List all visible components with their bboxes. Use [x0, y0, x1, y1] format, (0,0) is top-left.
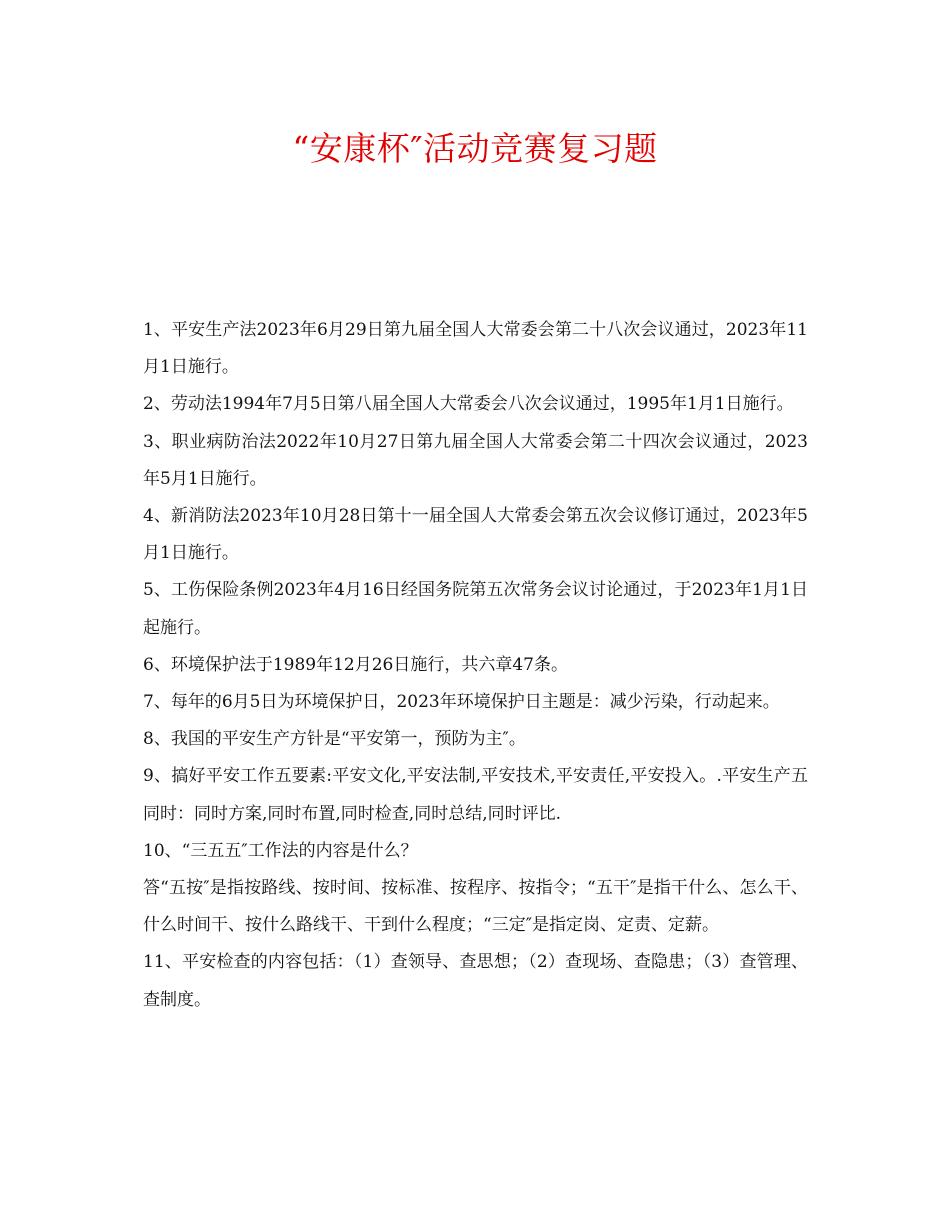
question-8: 8、我国的平安生产方针是“平安第一，预防为主″。	[143, 729, 526, 750]
question-7: 7、每年的6月5日为环境保护日，2023年环境保护日主题是：减少污染，行动起来。	[143, 692, 780, 713]
question-6: 6、环境保护法于1989年12月26日施行，共六章47条。	[143, 654, 568, 675]
question-5: 5、工伤保险条例2023年4月16日经国务院第五次常务会议讨论通过，于2023年1月1日起施行。	[143, 580, 808, 638]
question-3: 3、职业病防治法2022年10月27日第九届全国人大常委会第二十四次会议通过，2023年5月1日施行。	[143, 431, 808, 489]
question-9: 9、搞好平安工作五要素:平安文化,平安法制,平安技术,平安责任,平安投入。.平安生产五同时：同时方案,同时布置,同时检查,同时总结,同时评比.	[143, 766, 808, 824]
question-1: 1、平安生产法2023年6月29日第九届全国人大常委会第二十八次会议通过，2023年11月1日施行。	[143, 320, 808, 378]
question-11: 11、平安检查的内容包括：（1）查领导、查思想；（2）查现场、查隐患；（3）查管理、查制度。	[143, 952, 808, 1010]
question-10: 10、“三五五″工作法的内容是什么？	[143, 840, 418, 861]
question-4: 4、新消防法2023年10月28日第十一届全国人大常委会第五次会议修订通过，2023年5月1日施行。	[143, 506, 808, 564]
question-2: 2、劳动法1994年7月5日第八届全国人大常委会八次会议通过，1995年1月1日施行。	[143, 394, 794, 415]
document-body	[143, 312, 808, 1019]
answer-10: 答“五按″是指按路线、按时间、按标准、按程序、按指令；“五干″是指干什么、怎么干、什么时间干、按什么路线干、干到什么程度；“三定″是指定岗、定责、定薪。	[143, 878, 808, 936]
document-title: “安康杯″活动竞赛复习题	[292, 129, 658, 168]
